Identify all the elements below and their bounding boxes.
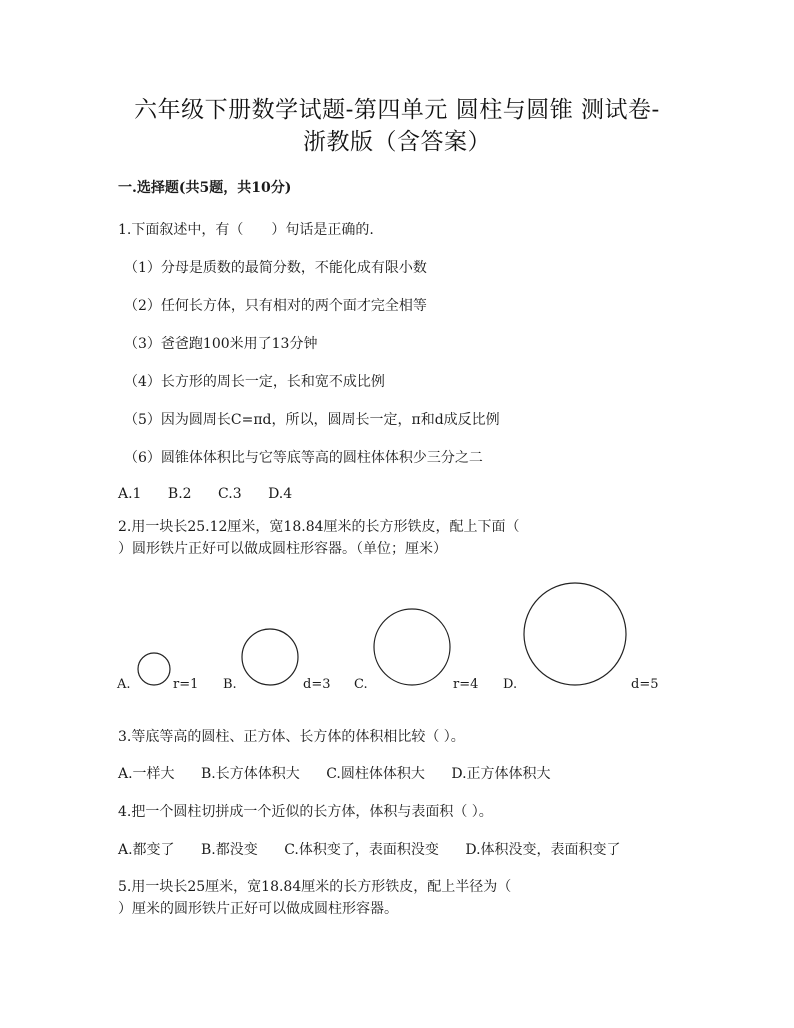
question-1-options — [118, 484, 292, 504]
question-1-stem: 1.下面叙述中，有（ ）句话是正确的. — [118, 222, 374, 238]
question-1-option-b: B.2 — [167, 486, 192, 502]
question-4-option-b: B.都没变 — [201, 842, 258, 858]
question-2-stem-line-2: ）圆形铁片正好可以做成圆柱形容器。（单位；厘米） — [118, 541, 447, 557]
figure-b-letter: B. — [223, 677, 237, 692]
question-4-option-a: A.都变了 — [118, 842, 175, 858]
figure-d-letter: D. — [503, 677, 518, 692]
question-4-option-c: C.体积变了，表面积没变 — [284, 842, 439, 858]
question-3-option-a: A.一样大 — [118, 766, 175, 782]
figure-b-label: d=3 — [303, 677, 331, 692]
circle-c — [374, 609, 450, 685]
circle-a — [138, 653, 170, 685]
question-4-option-d: D.体积没变，表面积变了 — [465, 842, 621, 858]
page-title-line-2: 浙教版（含答案） — [303, 129, 491, 155]
question-4-options — [118, 840, 621, 860]
question-1-statement-1: （1）分母是质数的最简分数，不能化成有限小数 — [124, 260, 427, 276]
figure-d-label: d=5 — [631, 677, 659, 692]
question-3-option-b: B.长方体体积大 — [201, 766, 300, 782]
figure-c-label: r=4 — [453, 677, 479, 692]
question-5-stem-line-2: ）厘米的圆形铁片正好可以做成圆柱形容器。 — [118, 901, 398, 917]
question-1-option-c: C.3 — [218, 486, 242, 502]
question-3-options — [118, 764, 551, 784]
question-3-option-d: D.正方体体积大 — [451, 766, 551, 782]
question-1-statement-5: （5）因为圆周长C=πd，所以，圆周长一定，π和d成反比例 — [124, 412, 500, 428]
question-1-option-d: D.4 — [268, 486, 293, 502]
page-title-line-1: 六年级下册数学试题-第四单元 圆柱与圆锥 测试卷- — [134, 97, 660, 123]
question-2-stem-line-1: 2.用一块长25.12厘米，宽18.84厘米的长方形铁皮，配上下面（ — [118, 519, 520, 535]
question-1-statement-6: （6）圆锥体体积比与它等底等高的圆柱体体积少三分之二 — [124, 450, 483, 466]
question-1-option-a: A.1 — [118, 486, 142, 502]
section-heading: 一.选择题(共5题，共10分) — [118, 180, 292, 196]
figure-a-letter: A. — [117, 677, 131, 692]
figure-c-letter: C. — [354, 677, 368, 692]
question-3-stem: 3.等底等高的圆柱、正方体、长方体的体积相比较（ ）。 — [118, 729, 465, 745]
figure-a-label: r=1 — [173, 677, 199, 692]
question-1-statement-4: （4）长方形的周长一定，长和宽不成比例 — [124, 374, 385, 390]
question-3-option-c: C.圆柱体体积大 — [326, 766, 425, 782]
question-2-circle-figures — [110, 578, 670, 698]
question-5-stem-line-1: 5.用一块长25厘米，宽18.84厘米的长方形铁皮，配上半径为（ — [118, 879, 512, 895]
question-1-statement-2: （2）任何长方体，只有相对的两个面才完全相等 — [124, 298, 427, 314]
circle-b — [242, 629, 298, 685]
question-4-stem: 4.把一个圆柱切拼成一个近似的长方体，体积与表面积（ ）。 — [118, 804, 493, 820]
circle-d — [524, 583, 626, 685]
question-1-statement-3: （3）爸爸跑100米用了13分钟 — [124, 336, 318, 352]
